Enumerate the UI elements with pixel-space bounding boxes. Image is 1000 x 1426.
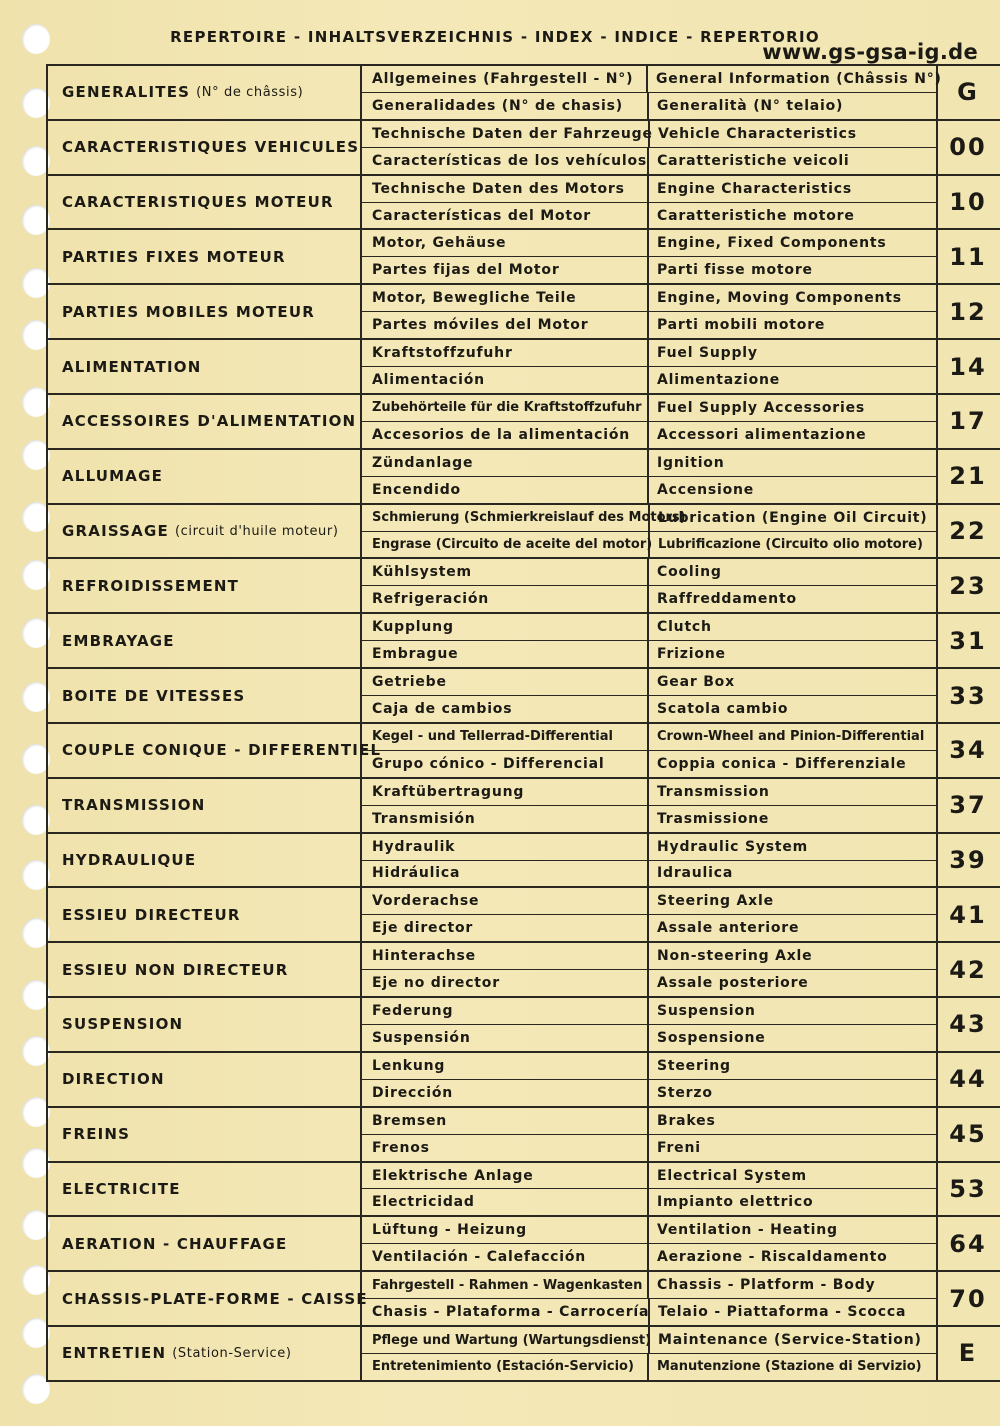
index-row: [48, 1108, 1000, 1163]
translations-block: [362, 121, 938, 174]
translation-line: [362, 532, 936, 558]
index-row: [48, 1327, 1000, 1380]
section-title-it: Alimentazione: [657, 372, 781, 389]
index-row: [48, 450, 1000, 505]
translation-line: [362, 1327, 936, 1354]
translation-line: [362, 888, 936, 915]
section-title-de: Schmierung (Schmierkreislauf des Motors): [362, 505, 650, 531]
index-row: [48, 340, 1000, 395]
section-title-de: Zündanlage: [362, 450, 649, 476]
section-title-en: Maintenance (Service-Station): [658, 1332, 922, 1348]
section-title-de: Motor, Bewegliche Teile: [362, 285, 649, 311]
index-row: [48, 395, 1000, 450]
section-title-fr: [48, 1217, 362, 1270]
section-title-de: Zubehörteile für die Kraftstoffzufuhr: [362, 395, 649, 421]
translation-line: [362, 422, 936, 448]
section-code: 33: [949, 681, 987, 710]
section-title-es: Engrase (Circuito de aceite del motor): [362, 532, 650, 558]
section-title-es: Partes fijas del Motor: [362, 257, 649, 283]
section-title-es: Características de los vehículos: [362, 148, 649, 174]
section-title-fr: [48, 559, 362, 612]
section-title-de: Bremsen: [362, 1108, 649, 1134]
translation-line: [362, 586, 936, 612]
section-title-es: Embrague: [362, 641, 649, 667]
section-title-fr: [48, 285, 362, 338]
section-title-es: Transmisión: [362, 806, 649, 832]
section-title-en: Vehicle Characteristics: [658, 125, 857, 142]
section-title-it: Telaio - Piattaforma - Scocca: [658, 1304, 907, 1321]
section-title-it: Parti fisse motore: [657, 262, 813, 279]
translations-block: [362, 724, 938, 777]
section-title-fr: [48, 505, 362, 558]
section-title-it: Caratteristiche motore: [657, 207, 855, 224]
translation-line: [362, 1053, 936, 1080]
translations-block: [362, 1327, 938, 1380]
translation-line: [362, 998, 936, 1025]
section-title-es: Accesorios de la alimentación: [362, 422, 649, 448]
section-title-en: Ventilation - Heating: [657, 1222, 838, 1239]
section-title-en: Brakes: [657, 1112, 716, 1129]
translations-block: [362, 834, 938, 887]
section-title-fr: [48, 1163, 362, 1216]
translations-block: [362, 888, 938, 941]
translation-line: [362, 970, 936, 996]
section-code: E: [958, 1339, 978, 1368]
translation-line: [362, 1354, 936, 1380]
section-title-en: Hydraulic System: [657, 838, 809, 855]
section-title-fr-main: CARACTERISTIQUES MOTEUR: [62, 193, 334, 212]
translations-block: [362, 779, 938, 832]
section-title-es: Partes móviles del Motor: [362, 312, 649, 338]
index-row: [48, 176, 1000, 231]
section-title-en: Cooling: [657, 564, 722, 581]
section-code: 37: [949, 791, 987, 820]
section-title-it: Raffreddamento: [657, 591, 797, 608]
translation-line: [362, 450, 936, 477]
section-title-it: Trasmissione: [657, 810, 770, 827]
translation-line: [362, 943, 936, 970]
translation-line: [362, 1272, 936, 1299]
translation-line: [362, 285, 936, 312]
index-row: [48, 559, 1000, 614]
section-title-it: Generalità (N° telaio): [657, 97, 844, 114]
section-title-it: Accessori alimentazione: [657, 426, 867, 443]
section-title-de: Kupplung: [362, 614, 649, 640]
section-title-es: Chasis - Plataforma - Carrocería: [362, 1299, 650, 1325]
translation-line: [362, 1108, 936, 1135]
section-title-es: Entretenimiento (Estación-Servicio): [362, 1354, 649, 1380]
translation-line: [362, 806, 936, 832]
section-code: 12: [949, 297, 987, 326]
section-title-fr-main: REFROIDISSEMENT: [62, 576, 240, 595]
section-title-de: Hydraulik: [362, 834, 649, 860]
section-title-fr: [48, 230, 362, 283]
section-code: 64: [949, 1229, 987, 1258]
section-title-it: Coppia conica - Differenziale: [657, 755, 907, 772]
translations-block: [362, 230, 938, 283]
index-row: [48, 1163, 1000, 1218]
section-title-it: Caratteristiche veicoli: [657, 152, 850, 169]
section-title-fr: [48, 724, 382, 777]
index-row: [48, 888, 1000, 943]
section-title-fr-main: HYDRAULIQUE: [62, 851, 197, 869]
section-title-fr-main: COUPLE CONIQUE - DIFFERENTIEL: [62, 741, 382, 760]
section-title-en: Crown-Wheel and Pinion-Differential: [657, 729, 925, 745]
translation-line: [362, 367, 936, 393]
section-title-en: Fuel Supply Accessories: [657, 399, 866, 416]
section-title-en: Lubrication (Engine Oil Circuit): [658, 509, 928, 526]
section-title-fr: [48, 1108, 362, 1161]
section-title-it: Freni: [657, 1139, 701, 1156]
section-title-de: Lüftung - Heizung: [362, 1217, 649, 1243]
section-title-fr: [48, 1327, 362, 1380]
section-code: 10: [949, 188, 987, 217]
index-row: [48, 724, 1000, 779]
translation-line: [362, 1217, 936, 1244]
section-title-es: Generalidades (N° de chasis): [362, 93, 649, 119]
translations-block: [362, 1217, 938, 1270]
section-title-it: Scatola cambio: [657, 700, 789, 717]
section-title-de: Allgemeines (Fahrgestell - N°): [362, 66, 648, 92]
index-row: [48, 1053, 1000, 1108]
section-title-es: Dirección: [362, 1080, 649, 1106]
index-row: [48, 285, 1000, 340]
section-title-fr: [48, 834, 362, 887]
section-code: 23: [949, 571, 987, 600]
section-title-it: Lubrificazione (Circuito olio motore): [658, 537, 923, 552]
section-title-it: Aerazione - Riscaldamento: [657, 1249, 888, 1266]
section-title-en: Engine Characteristics: [657, 180, 852, 197]
translation-line: [362, 1299, 936, 1325]
translations-block: [362, 176, 938, 229]
index-row: [48, 1217, 1000, 1272]
section-title-en: Ignition: [657, 454, 725, 471]
section-code: 44: [949, 1065, 987, 1094]
website-watermark: www.gs-gsa-ig.de: [762, 40, 978, 64]
translation-line: [362, 477, 936, 503]
translation-line: [362, 614, 936, 641]
section-title-en: Engine, Moving Components: [657, 290, 902, 307]
translation-line: [362, 915, 936, 941]
index-row: [48, 121, 1000, 176]
section-code: 00: [949, 133, 987, 162]
section-title-fr: [48, 1053, 362, 1106]
section-title-de: Elektrische Anlage: [362, 1163, 649, 1189]
section-title-en: Steering: [657, 1057, 731, 1074]
translations-block: [362, 395, 938, 448]
section-code: 14: [949, 352, 987, 381]
section-code: 70: [949, 1284, 987, 1313]
translation-line: [362, 559, 936, 586]
section-title-en: Gear Box: [657, 674, 735, 691]
section-title-fr-main: ACCESSOIRES D'ALIMENTATION: [62, 412, 357, 431]
index-row: [48, 66, 1000, 121]
section-title-es: Características del Motor: [362, 203, 649, 229]
section-title-fr-main: GENERALITES: [62, 83, 191, 102]
section-title-fr-main: AERATION - CHAUFFAGE: [62, 1234, 288, 1253]
translation-line: [362, 1080, 936, 1106]
section-code: 53: [949, 1174, 987, 1203]
section-title-en: Engine, Fixed Components: [657, 235, 887, 252]
section-title-fr: [48, 66, 362, 119]
section-code: 43: [949, 1010, 987, 1039]
section-title-fr: [48, 121, 362, 174]
section-title-de: Getriebe: [362, 669, 649, 695]
translation-line: [362, 176, 936, 203]
translation-line: [362, 669, 936, 696]
section-title-fr-main: TRANSMISSION: [62, 796, 206, 815]
section-title-fr-main: ALIMENTATION: [62, 357, 202, 376]
section-title-de: Motor, Gehäuse: [362, 230, 649, 256]
translations-block: [362, 285, 938, 338]
section-title-en: Clutch: [657, 619, 712, 636]
translations-block: [362, 505, 938, 558]
section-code: 31: [949, 626, 987, 655]
section-code: 21: [949, 462, 987, 491]
section-title-en: Chassis - Platform - Body: [657, 1277, 876, 1294]
translations-block: [362, 340, 938, 393]
translations-block: [362, 1163, 938, 1216]
index-row: [48, 669, 1000, 724]
section-title-es: Encendido: [362, 477, 649, 503]
translation-line: [362, 340, 936, 367]
translations-block: [362, 943, 938, 996]
translation-line: [362, 861, 936, 887]
section-title-fr: [48, 943, 362, 996]
section-title-de: Technische Daten des Motors: [362, 176, 649, 202]
section-title-fr-sub: (Station-Service): [172, 1345, 292, 1361]
section-title-en: Transmission: [657, 783, 770, 800]
section-title-fr: [48, 395, 362, 448]
translation-line: [362, 230, 936, 257]
translation-line: [362, 779, 936, 806]
section-title-fr-main: ESSIEU NON DIRECTEUR: [62, 960, 289, 979]
section-title-fr: [48, 779, 362, 832]
index-row: [48, 943, 1000, 998]
section-title-de: Kraftstoffzufuhr: [362, 340, 649, 366]
section-title-en: General Information (Châssis N°): [656, 70, 942, 87]
section-title-en: Non-steering Axle: [657, 948, 813, 965]
section-code: 34: [949, 736, 987, 765]
index-table: [46, 64, 1000, 1382]
section-title-it: Sterzo: [657, 1084, 713, 1101]
section-title-fr-main: EMBRAYAGE: [62, 631, 175, 650]
section-code: 41: [949, 900, 987, 929]
index-row: [48, 998, 1000, 1053]
section-title-fr: [48, 450, 362, 503]
section-title-fr-main: CHASSIS-PLATE-FORME - CAISSE: [62, 1289, 368, 1308]
index-row: [48, 779, 1000, 834]
translation-line: [362, 148, 936, 174]
index-row: [48, 1272, 1000, 1327]
section-title-es: Eje director: [362, 915, 649, 941]
translations-block: [362, 1272, 938, 1325]
section-title-es: Suspensión: [362, 1025, 649, 1051]
translation-line: [362, 1163, 936, 1190]
section-title-de: Lenkung: [362, 1053, 649, 1079]
index-row: [48, 834, 1000, 889]
translation-line: [362, 641, 936, 667]
section-title-fr-sub: (circuit d'huile moteur): [174, 523, 339, 539]
section-title-fr-main: ENTRETIEN: [62, 1344, 167, 1363]
section-title-it: Parti mobili motore: [657, 317, 826, 334]
section-title-it: Sospensione: [657, 1029, 766, 1046]
translation-line: [362, 1135, 936, 1161]
section-title-fr: [48, 340, 362, 393]
section-title-fr-main: ESSIEU DIRECTEUR: [62, 905, 241, 924]
section-title-es: Eje no director: [362, 970, 649, 996]
section-title-es: Hidráulica: [362, 861, 649, 887]
section-title-es: Ventilación - Calefacción: [362, 1244, 649, 1270]
section-title-de: Kühlsystem: [362, 559, 649, 585]
section-title-it: Assale anteriore: [657, 920, 800, 937]
section-title-fr-main: FREINS: [62, 1125, 131, 1144]
translations-block: [362, 66, 942, 119]
translation-line: [362, 751, 936, 777]
section-code: 39: [949, 846, 987, 874]
translations-block: [362, 669, 938, 722]
index-row: [48, 230, 1000, 285]
section-code: 42: [949, 955, 987, 984]
section-title-de: Kraftübertragung: [362, 779, 649, 805]
translation-line: [362, 724, 936, 751]
translation-line: [362, 93, 936, 119]
section-title-it: Idraulica: [657, 865, 734, 882]
section-title-fr-main: ELECTRICITE: [62, 1179, 181, 1198]
section-title-it: Impianto elettrico: [657, 1194, 814, 1211]
section-title-de: Pflege und Wartung (Wartungsdienst): [362, 1327, 650, 1353]
section-title-fr-main: CARACTERISTIQUES VEHICULES: [62, 138, 360, 157]
section-title-fr: [48, 888, 362, 941]
section-title-es: Electricidad: [362, 1189, 649, 1215]
section-title-de: Vorderachse: [362, 888, 649, 914]
section-title-fr: [48, 669, 362, 722]
section-title-it: Frizione: [657, 646, 726, 663]
section-title-it: Assale posteriore: [657, 975, 809, 992]
section-title-fr-main: BOITE DE VITESSES: [62, 686, 246, 705]
section-title-es: Alimentación: [362, 367, 649, 393]
translation-line: [362, 66, 942, 93]
translation-line: [362, 203, 936, 229]
section-title-fr-sub: (N° de châssis): [196, 84, 304, 100]
translation-line: [362, 1025, 936, 1051]
translation-line: [362, 1244, 936, 1270]
translation-line: [362, 505, 936, 532]
section-title-fr: [48, 998, 362, 1051]
section-code: 45: [949, 1120, 987, 1149]
section-title-en: Suspension: [657, 1003, 756, 1020]
section-title-de: Kegel - und Tellerrad-Differential: [362, 724, 649, 750]
section-code: 22: [949, 517, 987, 546]
section-title-en: Fuel Supply: [657, 345, 758, 362]
section-title-de: Federung: [362, 998, 649, 1024]
section-title-de: Hinterachse: [362, 943, 649, 969]
translation-line: [362, 257, 936, 283]
translation-line: [362, 121, 936, 148]
section-title-fr: [48, 1272, 368, 1325]
section-title-es: Frenos: [362, 1135, 649, 1161]
index-row: [48, 505, 1000, 560]
section-code: 11: [949, 242, 987, 271]
translations-block: [362, 1108, 938, 1161]
translations-block: [362, 614, 938, 667]
section-title-it: Manutenzione (Stazione di Servizio): [657, 1359, 922, 1375]
translation-line: [362, 395, 936, 422]
section-title-fr-main: ALLUMAGE: [62, 467, 164, 486]
section-code: G: [957, 78, 979, 107]
index-row: [48, 614, 1000, 669]
translations-block: [362, 998, 938, 1051]
section-title-it: Accensione: [657, 481, 755, 498]
translations-block: [362, 1053, 938, 1106]
translation-line: [362, 312, 936, 338]
translation-line: [362, 834, 936, 861]
page-title: REPERTOIRE - INHALTSVERZEICHNIS - INDEX - INDICE - REPERTORIO: [170, 28, 820, 46]
translation-line: [362, 696, 936, 722]
section-title-es: Caja de cambios: [362, 696, 649, 722]
section-title-es: Refrigeración: [362, 586, 649, 612]
translations-block: [362, 559, 938, 612]
translations-block: [362, 450, 938, 503]
section-title-en: Electrical System: [657, 1167, 807, 1184]
section-title-fr: [48, 176, 362, 229]
section-title-fr-main: SUSPENSION: [62, 1015, 184, 1034]
section-title-en: Steering Axle: [657, 893, 774, 910]
section-title-fr-main: GRAISSAGE: [62, 522, 169, 541]
section-code: 17: [949, 407, 987, 436]
section-title-fr: [48, 614, 362, 667]
translation-line: [362, 1189, 936, 1215]
section-title-es: Grupo cónico - Differencial: [362, 751, 649, 777]
section-title-fr-main: PARTIES MOBILES MOTEUR: [62, 302, 315, 321]
section-title-de: Fahrgestell - Rahmen - Wagenkasten: [362, 1272, 649, 1298]
section-title-de: Technische Daten der Fahrzeuge: [362, 121, 650, 147]
section-title-fr-main: PARTIES FIXES MOTEUR: [62, 247, 286, 266]
section-title-fr-main: DIRECTION: [62, 1070, 165, 1089]
